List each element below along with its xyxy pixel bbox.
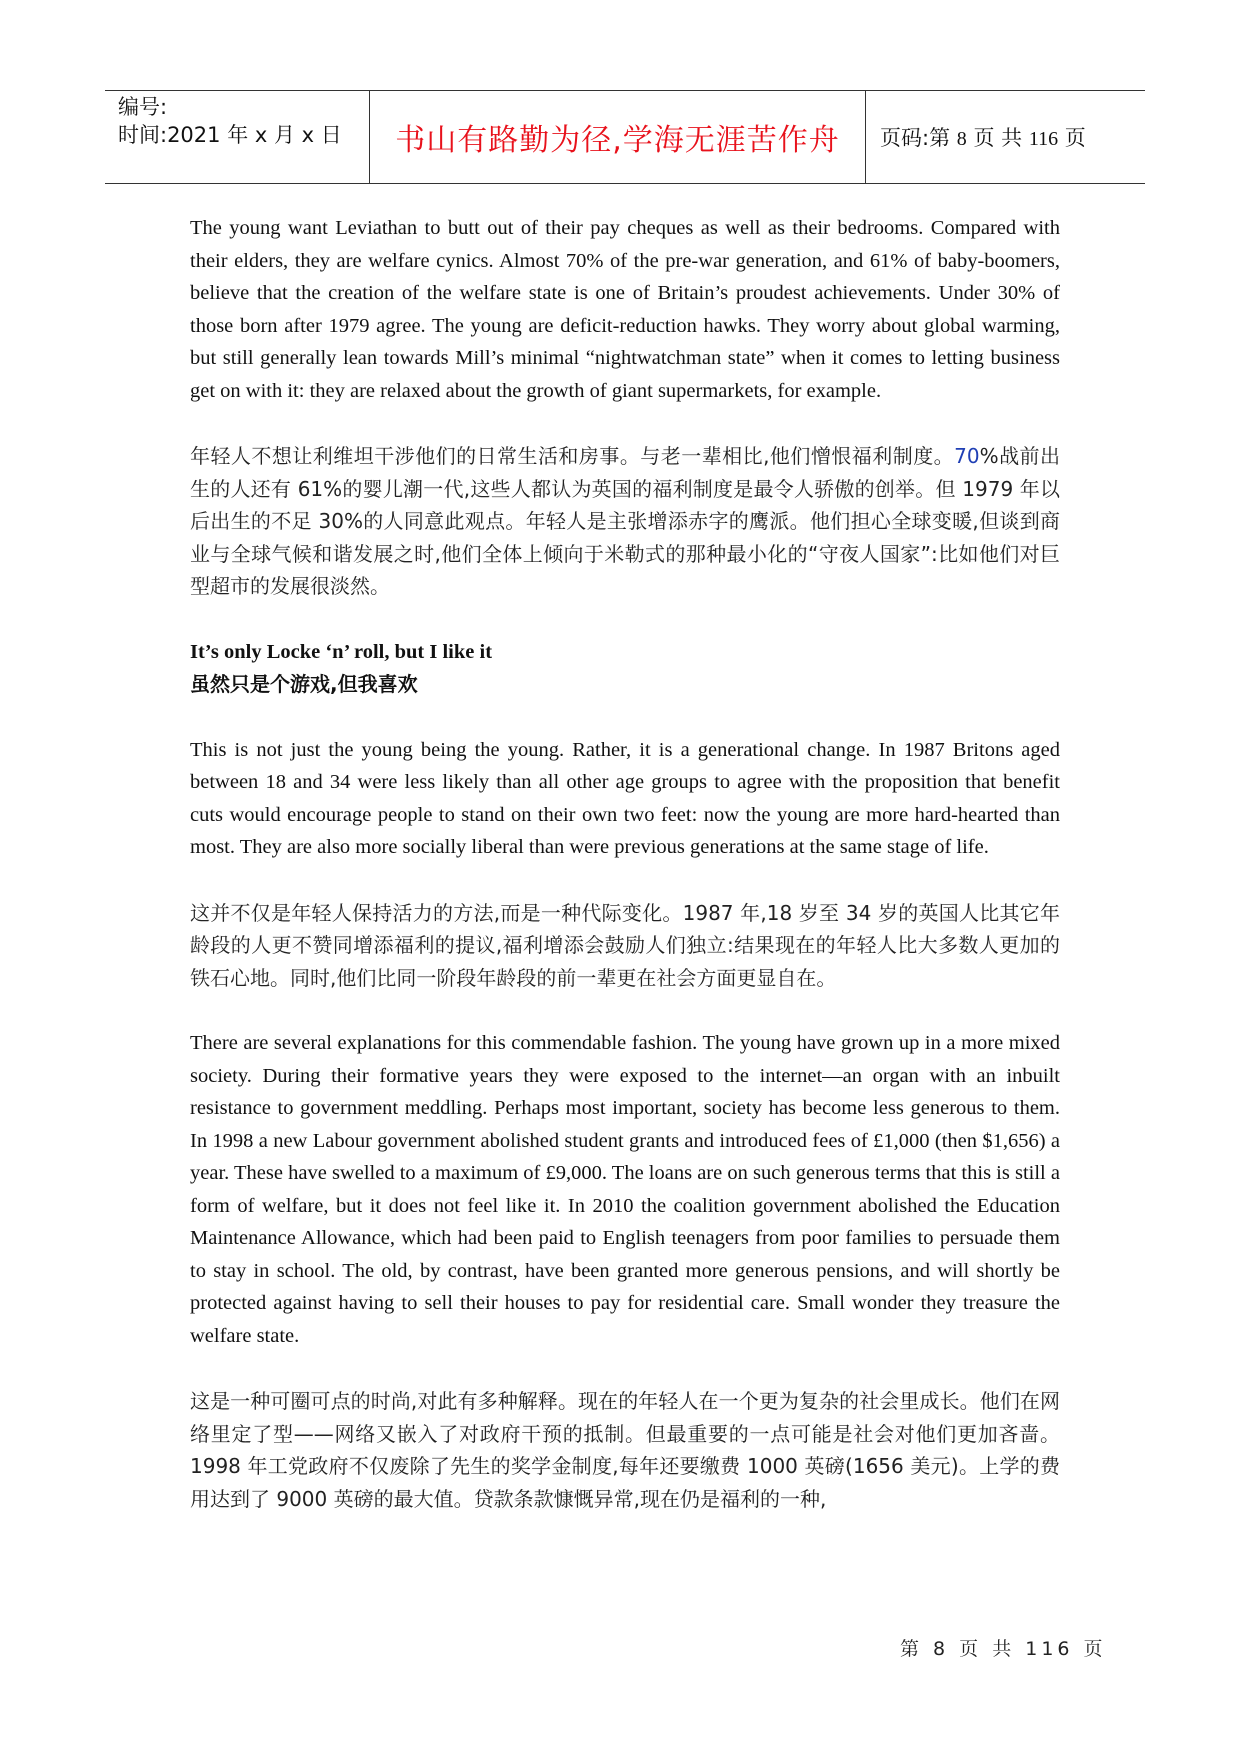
paragraph-zh-3: 这是一种可圈可点的时尚,对此有多种解释。现在的年轻人在一个更为复杂的社会里成长。他们在网络里定了型——网络又嵌入了对政府干预的抵制。但最重要的一点可能是社会对他们更加吝啬。1998 年工党政府不仅废除了先生的奖学金制度,每年还要缴费 1000 英磅(1656 美元)。上学的费用达到了 9000 英磅的最大值。贷款条款慷慨异常,现在仍是福利的一种, — [190, 1389, 1060, 1511]
paragraph-en-2: This is not just the young being the young. Rather, it is a generational change. In 1987 Britons aged between 18 and 34 were less likely than all other age groups to agree with the proposition that benefit cuts would encourage people to stand on their own two feet: now the young are more hard-hearted than most. They are also more socially liberal than were previous generations at the same stage of life. — [190, 738, 1060, 858]
section-heading — [190, 636, 1060, 701]
paragraph-en-1: The young want Leviathan to butt out of their pay cheques as well as their bedrooms. Compared with their elders, they are welfare cynics. Almost 70% of the pre-war generation, and 61% of baby-boomers, believe that the creation of the welfare state is one of Britain’s proudest achievements. Under 30% of those born after 1979 agree. The young are deficit-reduction hawks. They worry about global warming, but still generally lean towards Mill’s minimal “nightwatchman state” when it comes to letting business get on with it: they are relaxed about the growth of giant supermarkets, for example. — [190, 217, 1060, 402]
paragraph-zh-1-part-a: 年轻人不想让利维坦干涉他们的日常生活和房事。与老一辈相比,他们憎恨福利制度。 — [190, 444, 955, 468]
page-code-mid: 页 共 — [973, 126, 1023, 150]
page-code-prefix: 页码:第 — [880, 126, 951, 150]
header-meta-cell — [105, 91, 370, 183]
page-code — [880, 122, 1086, 152]
header-page-cell — [866, 91, 1145, 183]
time-label: 时间:2021 年 x 月 x 日 — [118, 123, 342, 147]
paragraph-zh-2: 这并不仅是年轻人保持活力的方法,而是一种代际变化。1987 年,18 岁至 34 岁的英国人比其它年龄段的人更不赞同增添福利的提议,福利增添会鼓励人们独立:结果现在的年轻人比大多数人更加的铁石心地。同时,他们比同一阶段年龄段的前一辈更在社会方面更显自在。 — [190, 900, 1060, 990]
paragraph-en-3: There are several explanations for this commendable fashion. The young have grown up in a more mixed society. During their formative years they were exposed to the internet—an organ with an inbuilt resistance to government meddling. Perhaps most important, society has become less generous to them. In 1998 a new Labour government abolished student grants and introduced fees of £1,000 (then $1,656) a year. These have swelled to a maximum of £9,000. The loans are on such generous terms that this is still a form of welfare, but it does not feel like it. In 2010 the coalition government abolished the Education Maintenance Allowance, which had been paid to English teenagers from poor families to persuade them to stay in school. The old, by contrast, have been granted more generous pensions, and will shortly be protected against having to sell their houses to pay for residential care. Small wonder they treasure the welfare state. — [190, 1032, 1060, 1347]
page-code-total: 116 — [1028, 128, 1059, 150]
section-heading-zh: 虽然只是个游戏,但我喜欢 — [190, 672, 418, 696]
document-body — [190, 212, 1060, 1548]
motto-text: 书山有路勤为径,学海无涯苦作舟 — [395, 123, 840, 158]
paragraph-zh-1-highlight: 70 — [954, 444, 980, 468]
serial-number-label: 编号: — [118, 95, 168, 119]
page-code-suffix: 页 — [1064, 126, 1086, 150]
section-heading-en: It’s only Locke ‘n’ roll, but I like it — [190, 640, 493, 663]
paragraph-zh-1 — [190, 440, 1060, 603]
header-motto-cell — [370, 91, 866, 183]
paragraph-zh-1-part-b: %战前出生的人还有 61%的婴儿潮一代,这些人都认为英国的福利制度是最令人骄傲的创举。但 1979 年以后出生的不足 30%的人同意此观点。年轻人是主张增添赤字的鹰派。他们担心全球变暖,但谈到商业与全球气候和谐发展之时,他们全体上倾向于米勒式的那种最小化的“守夜人国家”:比如他们对巨型超市的发展很淡然。 — [190, 444, 1061, 598]
page-footer: 第 8 页 共 116 页 — [900, 1638, 1107, 1660]
page-code-number: 8 — [956, 128, 967, 150]
document-header — [105, 90, 1145, 184]
